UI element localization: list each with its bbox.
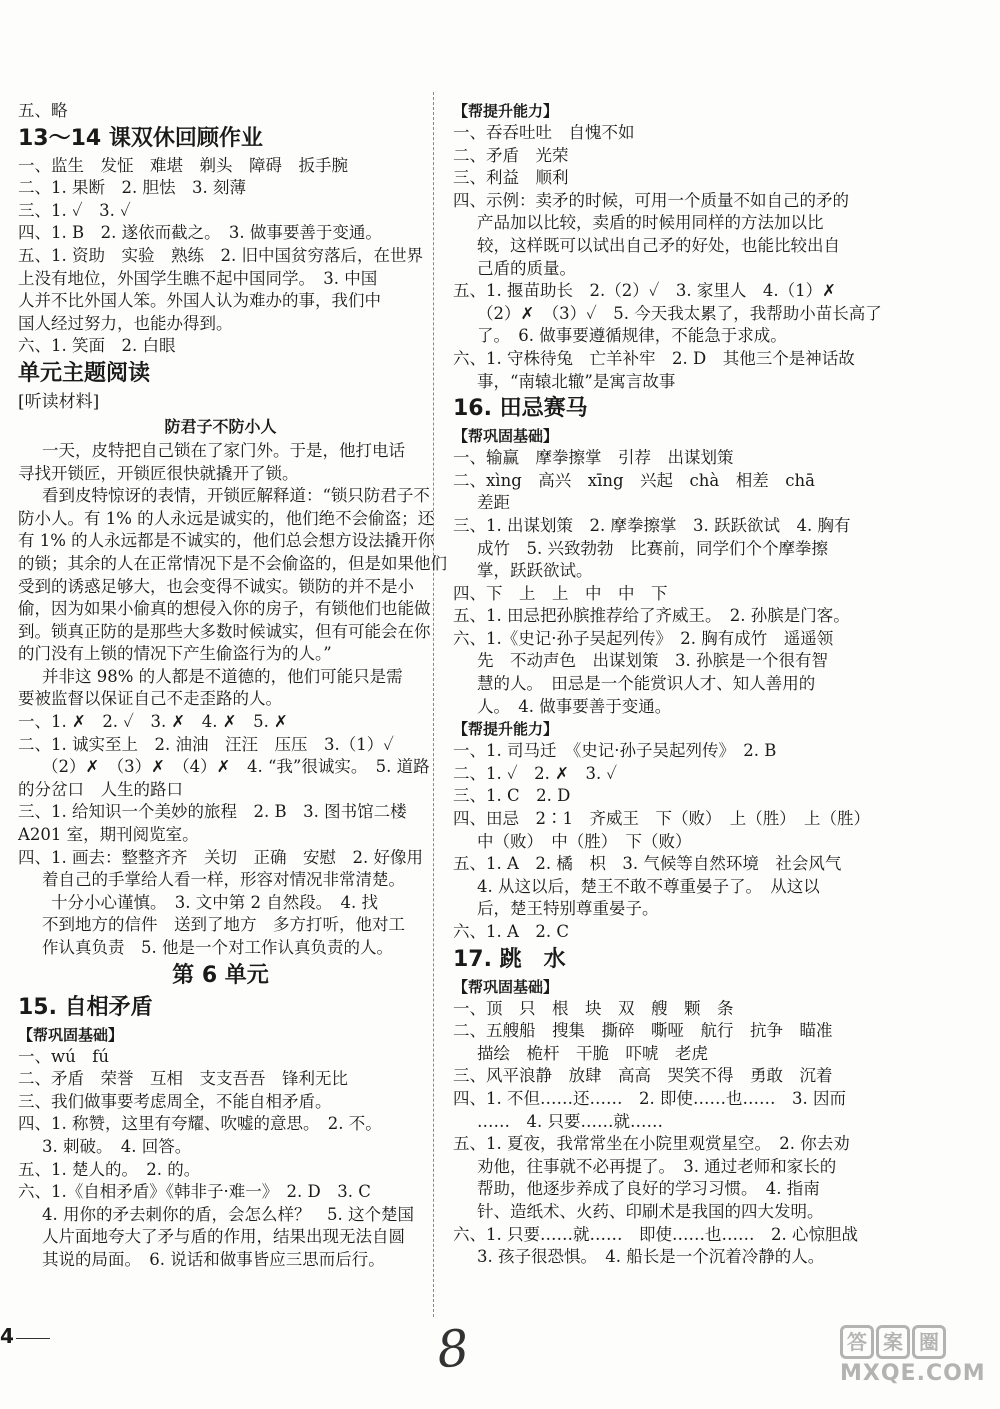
section-tag: 【帮巩固基础】	[18, 1025, 124, 1044]
material-tag: [听读材料]	[18, 391, 100, 412]
answer-line: 偷，因为如果小偷真的想侵入你的房子，有锁他们也能做	[18, 599, 431, 619]
answer-line: 的门没有上锁的情况下产生偷盗行为的人。”	[18, 644, 332, 664]
answer-line: 慧的人。 田忌是一个能赏识人才、知人善用的	[477, 674, 816, 694]
section-tag: 【帮提升能力】	[453, 102, 559, 120]
answer-line: 人。 4. 做事要善于变通。	[477, 696, 672, 716]
answer-line: 防小人。有 1% 的人永远是诚实的，他们绝不会偷盗；还	[18, 508, 435, 528]
answer-line: 五、1. 田忌把孙膑推荐给了齐威王。 2. 孙膑是门客。	[453, 606, 850, 626]
lesson-heading: 13～14 课双休回顾作业	[18, 125, 263, 151]
answer-line: 掌，跃跃欲试。	[477, 561, 593, 581]
answer-line: 描绘 桅杆 干脆 吓唬 老虎	[477, 1043, 708, 1063]
watermark-url: MXQE.COM	[840, 1361, 986, 1386]
answer-line: 4. 用你的矛去刺你的盾，会怎么样？ 5. 这个楚国	[42, 1204, 414, 1224]
lesson-heading: 15. 自相矛盾	[18, 994, 153, 1020]
answer-line: 五、1. 夏夜，我常常坐在小院里观赏星空。 2. 你去劝	[453, 1134, 850, 1154]
answer-line: 三、1. 给知识一个美妙的旅程 2. B 3. 图书馆二楼	[18, 802, 407, 822]
answer-line: 二、矛盾 光荣	[453, 145, 569, 165]
watermark-char: 案	[876, 1325, 910, 1359]
answer-line: 四、示例：卖矛的时候，可用一个质量不如自己的矛的	[453, 190, 849, 210]
answer-line: 产品加以比较，卖盾的时候用同样的方法加以比	[477, 213, 824, 233]
answer-line: 六、1. 守株待兔 亡羊补牢 2. D 其他三个是神话故	[453, 348, 855, 368]
answer-line: 三、1. C 2. D	[453, 786, 571, 806]
answer-line: 有 1% 的人永远都是不诚实的，他们总会想方设法撬开你	[18, 531, 435, 551]
watermark-char: 圈	[912, 1325, 946, 1359]
handwritten-mark: 8	[434, 1318, 472, 1380]
answer-line: …… 4. 只要……就……	[477, 1111, 663, 1131]
answer-line: 四、1. 画去：整整齐齐 关切 正确 安慰 2. 好像用	[18, 847, 423, 867]
answer-line: 到。锁真正防的是那些大多数时候诚实，但有可能会在你	[18, 621, 431, 641]
answer-line: 帮助，他逐步养成了良好的学习习惯。 4. 指南	[477, 1179, 820, 1199]
answer-line: 的分岔口 人生的路口	[18, 779, 183, 799]
answer-line: 一天，皮特把自己锁在了家门外。于是，他打电话	[42, 440, 405, 460]
unit-heading: 第 6 单元	[172, 962, 269, 988]
answer-line: 三、1. 出谋划策 2. 摩拳擦掌 3. 跃跃欲试 4. 胸有	[453, 515, 851, 535]
answer-line: 六、1.《史记·孙子吴起列传》 2. 胸有成竹 遥遥领	[453, 628, 834, 648]
answer-line: 一、顶 只 根 块 双 艘 颗 条	[453, 998, 734, 1018]
answer-line: 六、1. 只要……就…… 即使……也…… 2. 心惊胆战	[453, 1224, 858, 1244]
answer-line: 寻找开锁匠，开锁匠很快就撬开了锁。	[18, 463, 299, 483]
answer-line: 五、1. 资助 实验 熟练 2. 旧中国贫穷落后，在世界	[18, 245, 423, 265]
lesson-heading: 17. 跳 水	[453, 946, 566, 972]
lesson-heading: 单元主题阅读	[18, 360, 151, 386]
answer-line: 三、利益 顺利	[453, 168, 569, 188]
answer-line: 看到皮特惊讶的表情，开锁匠解释道：“锁只防君子不	[42, 486, 430, 506]
answer-line: 先 不动声色 出谋划策 3. 孙膑是一个很有智	[477, 651, 828, 671]
answer-line: 己盾的质量。	[477, 258, 576, 278]
answer-line: 着自己的手掌给人看一样，形容对情况非常清楚。	[42, 870, 405, 890]
answer-line: 五、1. 揠苗助长 2.（2）✓ 3. 家里人 4.（1）✗	[453, 281, 836, 301]
answer-line: 四、1. 不但……还…… 2. 即使……也…… 3. 因而	[453, 1088, 846, 1108]
column-divider	[433, 92, 434, 1317]
answer-line: 四、田忌 2∶1 齐威王 下（败） 上（胜） 上（胜）	[453, 809, 870, 829]
answer-line: 差距	[477, 493, 510, 513]
answer-line: 四、1. 称赞，这里有夸耀、吹嘘的意思。 2. 不。	[18, 1114, 382, 1134]
answer-line: 二、1. 果断 2. 胆怯 3. 刻薄	[18, 178, 246, 198]
answer-line: 上没有地位，外国学生瞧不起中国同学。 3. 中国	[18, 268, 378, 288]
answer-line: 一、wú fú	[18, 1046, 109, 1066]
answer-line: 人并不比外国人笨。外国人认为难办的事，我们中	[18, 291, 381, 311]
answer-line: 一、输赢 摩拳擦掌 引荐 出谋划策	[453, 448, 734, 468]
answer-line: 中（败） 中（胜） 下（败）	[477, 831, 692, 851]
answer-line: 4. 从这以后，楚王不敢不尊重晏子了。 从这以	[477, 876, 820, 896]
watermark-logo	[840, 1325, 990, 1400]
answer-line: 事，“南辕北辙”是寓言故事	[477, 371, 676, 391]
answer-line: （2）✗ （3）✓ 5. 今天我太累了，我帮助小苗长高了	[477, 303, 882, 323]
answer-line: 三、风平浪静 放肆 高高 哭笑不得 勇敢 沉着	[453, 1066, 833, 1086]
section-tag: 【帮巩固基础】	[453, 427, 559, 446]
answer-line: 了。 6. 做事要遵循规律，不能急于求成。	[477, 326, 787, 346]
answer-line: 十分小心谨慎。 3. 文中第 2 自然段。 4. 找	[51, 892, 378, 912]
answer-line: 四、1. B 2. 遂依而截之。 3. 做事要善于变通。	[18, 223, 382, 243]
answer-line: 较，这样既可以试出自己矛的好处，也能比较出自	[477, 235, 840, 255]
page-number: 4	[0, 1324, 14, 1348]
answer-line: 六、1. A 2. C	[453, 922, 570, 941]
answer-line: 后，楚王特别尊重晏子。	[477, 899, 659, 919]
answer-line: 六、1.《自相矛盾》《韩非子·难一》 2. D 3. C	[18, 1182, 371, 1202]
answer-line: 五、略	[18, 101, 68, 120]
left-column	[18, 100, 447, 1272]
section-tag: 【帮提升能力】	[453, 720, 559, 739]
answer-line: 二、1. 诚实至上 2. 油油 汪汪 压压 3.（1）✓	[18, 734, 394, 754]
answer-line: 六、1. 笑面 2. 白眼	[18, 336, 176, 356]
page-number-rule	[16, 1338, 50, 1339]
answer-line: 国人经过努力，也能办得到。	[18, 313, 233, 333]
answer-line: 人片面地夸大了矛与盾的作用，结果出现无法自圆	[42, 1227, 405, 1247]
answer-line: 作认真负责 5. 他是一个对工作认真负责的人。	[42, 938, 393, 957]
lesson-heading: 16. 田忌赛马	[453, 396, 588, 422]
section-tag: 【帮巩固基础】	[453, 977, 559, 996]
answer-line: 成竹 5. 兴致勃勃 比赛前，同学们个个摩拳擦	[477, 538, 828, 558]
right-column	[453, 100, 882, 1269]
answer-line: 二、1. ✓ 2. ✗ 3. ✓	[453, 763, 618, 783]
answer-line: 受到的诱惑足够大，也会变得不诚实。锁防的并不是小	[18, 576, 414, 596]
answer-line: 劝他，往事就不必再提了。 3. 通过老师和家长的	[477, 1156, 837, 1176]
answer-line: 一、监生 发怔 难堪 剃头 障碍 扳手腕	[18, 155, 348, 175]
answer-line: 二、xìng 高兴 xīng 兴起 chà 相差 chā	[453, 470, 815, 490]
answer-line: 的锁；其余的人在正常情况下是不会偷盗的，但是如果他们	[18, 553, 447, 573]
answer-line: 一、1. 司马迁 《史记·孙子吴起列传》 2. B	[453, 741, 777, 761]
answer-line: 一、吞吞吐吐 自愧不如	[453, 123, 635, 142]
answer-line: 二、矛盾 荣誉 互相 支支吾吾 锋利无比	[18, 1069, 348, 1089]
watermark-char: 答	[840, 1325, 874, 1359]
answer-line: 四、下 上 上 中 中 下	[453, 583, 668, 603]
answer-line: A201 室，期刊阅览室。	[18, 825, 199, 845]
answer-line: 不到地方的信件 送到了地方 多方打听，他对工	[42, 915, 405, 935]
answer-line: 五、1. 楚人的。 2. 的。	[18, 1159, 201, 1179]
answer-line: （2）✗ （3）✗ （4）✗ 4. “我”很诚实。 5. 道路	[42, 757, 430, 777]
answer-line: 要被监督以保证自己不走歪路的人。	[18, 689, 282, 709]
answer-line: 针、造纸术、火药、印刷术是我国的四大发明。	[477, 1201, 824, 1221]
answer-line: 三、1. ✓ 3. ✓	[18, 200, 131, 220]
answer-line: 并非这 98% 的人都是不道德的，他们可能只是需	[42, 666, 403, 686]
answer-line: 一、1. ✗ 2. ✓ 3. ✗ 4. ✗ 5. ✗	[18, 712, 288, 732]
answer-line: 三、我们做事要考虑周全，不能自相矛盾。	[18, 1091, 332, 1111]
answer-line: 五、1. A 2. 橘 枳 3. 气候等自然环境 社会风气	[453, 854, 842, 874]
answer-line: 3. 孩子很恐惧。 4. 船长是一个沉着冷静的人。	[477, 1247, 825, 1267]
answer-line: 二、五艘船 搜集 撕碎 嘶哑 航行 抗争 瞄准	[453, 1021, 833, 1041]
answer-line: 其说的局面。 6. 说话和做事皆应三思而后行。	[42, 1249, 385, 1269]
answer-line: 3. 刺破。 4. 回答。	[42, 1136, 192, 1156]
story-title: 防君子不防小人	[164, 416, 277, 436]
